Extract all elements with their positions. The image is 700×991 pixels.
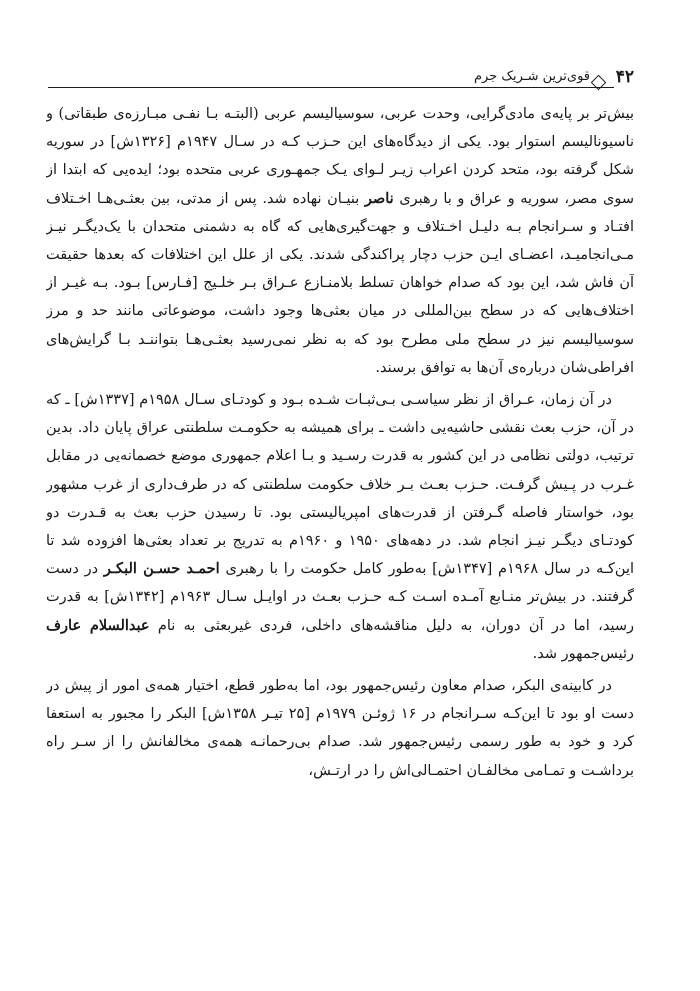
paragraph-1-text-a: بیش‌تر بر پایه‌ی مادی‌گرایی، وحدت عربی، سوسیالیسم عربی (البتـه بـا نفـی مبـارزه‌ی طبقاتی) و ناسیونالیسم استوار بود. یکی از دیدگاه‌های این حـزب کـه در سـال ۱۹۴۷م [۱۳۲۶ش] در سوریه شکل گرفته بود، متحد کردن اعراب زیـر لـوای یـک جمهـوری عربی متحده بود؛ ایده‌یی که ابتدا از سوی مصر، سوریه و عراق و با رهبری [46, 106, 634, 207]
paragraph-1-text-b: بنیـان نهاده شد. پس از مدتی، بین بعثـی‌هـا اخـتلاف افتـاد و سـرانجام بـه دلیـل اخـتلاف و جهت‌گیری‌هایی که گاه به دشمنی متحدان با یک‌دیگـر نیـز مـی‌انجامیـد، اعضـای ایـن حزب دچار پراکندگی شدند. یکی از علل این اختلافات که بعدها حقیقت آن فاش شد، این بود که صدام خواهان تسلط بلامنـازع عـراق بـر خلـیج [فـارس] بـود. بـه غیـر از اختلاف‌هایی که در سطح بین‌المللی در میان بعثی‌ها وجود داشت، موضوعاتی مانند حد و مرز سوسیالیسم نیز در سطح ملی مطرح بود که به نظر نمی‌رسید بعثـی‌هـا بتواننـد بـا گرایش‌های افراطی‌شان درباره‌ی آن‌ها به توافق برسند. [46, 190, 634, 376]
paragraph-3 [46, 672, 634, 785]
name-abdul-salam-arif: عبدالسلام عارف [46, 616, 150, 634]
paragraph-2-text-c: رئیس‌جمهور شد. [532, 645, 634, 662]
page-number: ۴۲ [615, 67, 634, 87]
book-title: قوی‌ترین شـریک جرم [473, 69, 590, 84]
running-head [48, 66, 634, 90]
body-text [46, 100, 634, 960]
paragraph-2-text-b: در دست گرفتند. در بیش‌تر منـابع آمـده اسـت کـه حـزب بعـث در اوایـل سـال ۱۹۶۳م [۱۳۴۲ش] به قدرت رسید، اما در آن دوران، به دلیل مناقشه‌های داخلی، فردی غیربعثی به نام [46, 561, 634, 634]
paragraph-2 [46, 386, 634, 668]
paragraph-1 [46, 100, 634, 382]
paragraph-2-text-a: در آن زمان، عـراق از نظر سیاسـی بـی‌ثبـات شـده بـود و کودتـای سـال ۱۹۵۸م [۱۳۳۷ش] ـ که در آن، حزب بعث نقشی حاشیه‌یی داشت ـ برای همیشه به حکومـت سلطنتی عراق پایان داد. بدین ترتیب، دولتی نظامی در این کشور به قدرت رسـید و بـا اعلام جمهوری موضع خصمانه‌یی در مقابل غـرب در پـیش گرفـت. حـزب بعـث بـر خلاف حکومت سلطنتی که در طرف‌داری از غرب مشهور بود، خواستار فاصله گـرفتن از قدرت‌های امپریالیستی بود. تا رسیدن حزب بعث به قـدرت دو کودتـای دیگـر نیـز انجام شد. در دهه‌های ۱۹۵۰ و ۱۹۶۰م به تدریج بر تعداد بعثی‌ها افزوده شد تا این‌کـه در سال ۱۹۶۸م [۱۳۴۷ش] به‌طور کامل حکومت را با رهبری [46, 392, 634, 578]
name-ahmad-hassan-al-bakr: احمـد حسـن البکـر [103, 560, 220, 578]
header-rule [48, 87, 614, 88]
name-nasser: ناصر [364, 189, 394, 207]
paragraph-3-text: در کابینه‌ی البکر، صدام معاون رئیس‌جمهور بود، اما به‌طور قطع، اختیار همه‌ی امور از پیش در دست او بود تا این‌کـه سـرانجام در ۱۶ ژوئـن ۱۹۷۹م [۲۵ تیـر ۱۳۵۸ش] البکر را مجبور به استعفا کرد و خود به طور رسمی رئیس‌جمهور شد. صدام بی‌رحمانـه همه‌ی مخالفانش را از سـر راه برداشـت و تمـامی مخالفـان احتمـالی‌اش را در ارتـش، [46, 678, 634, 779]
